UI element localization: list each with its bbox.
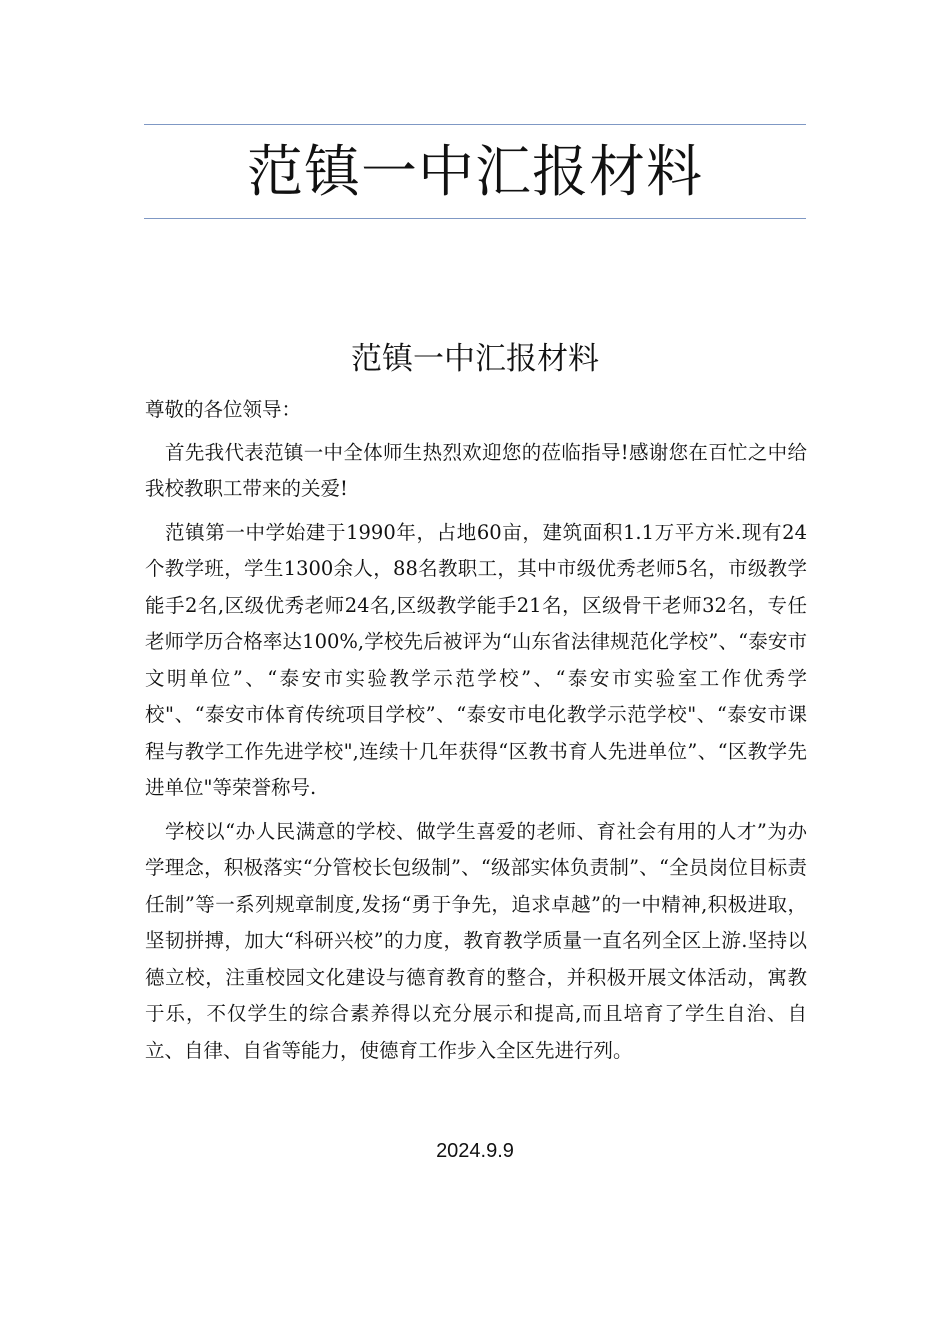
document-body — [145, 392, 807, 1076]
salutation: 尊敬的各位领导： — [145, 398, 302, 421]
cover-bottom-rule — [144, 218, 806, 219]
cover-top-rule — [144, 124, 806, 125]
document-title: 范镇一中汇报材料 — [351, 341, 599, 377]
paragraph-welcome: 首先我代表范镇一中全体师生热烈欢迎您的莅临指导!感谢您在百忙之中给我校教职工带来的关爱! — [145, 440, 807, 500]
cover-title: 范镇一中汇报材料 — [247, 140, 703, 205]
paragraph-school-overview: 范镇第一中学始建于1990年，占地60亩，建筑面积1.1万平方米.现有24个教学班，学生1300余人，88名教职工，其中市级优秀老师5名，市级教学能手2名,区级优秀老师24名,区级教学能手21名，区级骨干老师32名，专任老师学历合格率达100%,学校先后被评为“山东省法律规范化学校”、“泰安市文明单位”、“泰安市实验教学示范学校”、“泰安市实验室工作优秀学校"、“泰安市体育传统项目学校”、“泰安市电化教学示范学校"、“泰安市课程与教学工作先进学校",连续十几年获得“区教书育人先进单位”、“区教学先进单位"等荣誉称号. — [145, 520, 807, 799]
footer-date: 2024.9.9 — [436, 1140, 514, 1162]
paragraph-school-philosophy: 学校以“办人民满意的学校、做学生喜爱的老师、育社会有用的人才”为办学理念，积极落实“分管校长包级制”、“级部实体负责制”、“全员岗位目标责任制”等一系列规章制度,发扬“勇于争先，追求卓越”的一中精神,积极进取，坚韧拼搏，加大“科研兴校”的力度，教育教学质量一直名列全区上游.坚持以德立校，注重校园文化建设与德育教育的整合，并积极开展文体活动，寓教于乐，不仅学生的综合素养得以充分展示和提高,而且培育了学生自治、自立、自律、自省等能力，使德育工作步入全区先进行列。 — [145, 819, 807, 1062]
